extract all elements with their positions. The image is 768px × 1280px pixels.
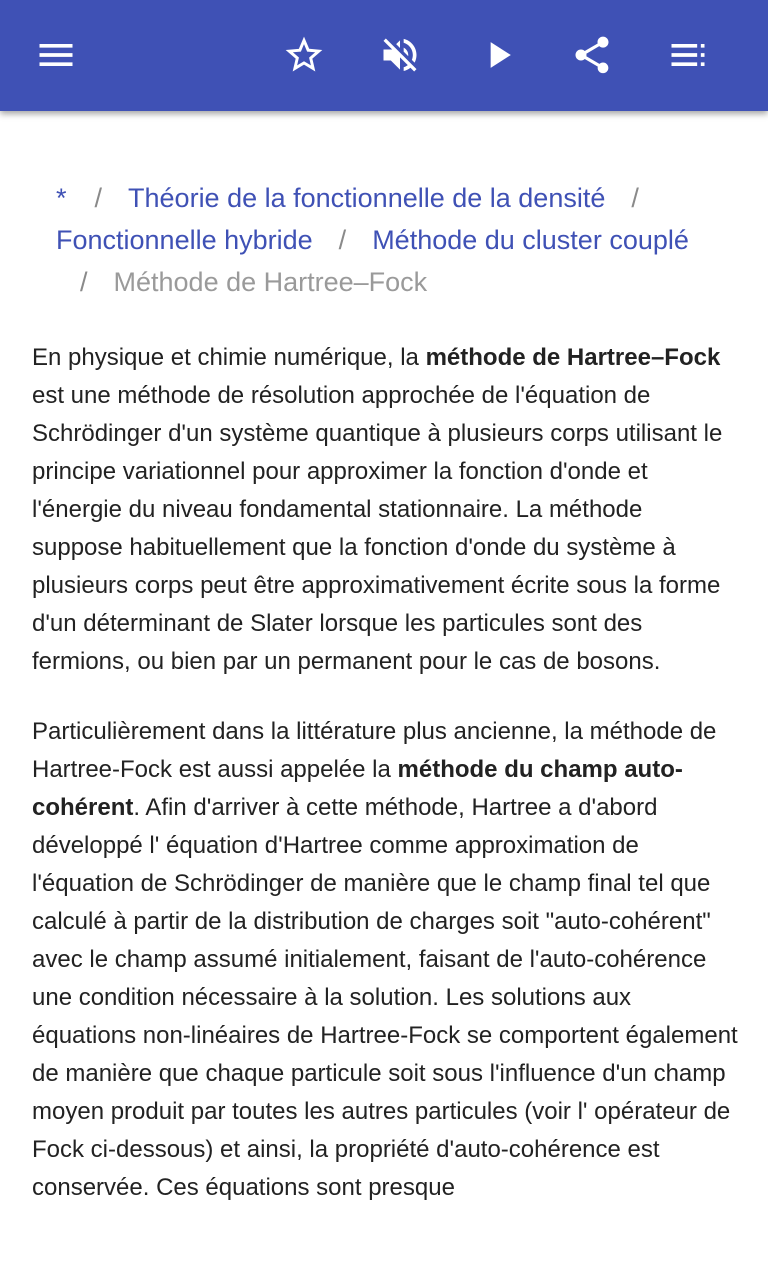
mute-button[interactable] <box>376 31 424 79</box>
star-icon <box>282 33 326 77</box>
list-icon <box>666 33 710 77</box>
play-button[interactable] <box>474 31 522 79</box>
bold-term: méthode du champ auto-cohérent <box>32 756 683 821</box>
breadcrumb-line-3 <box>32 261 736 303</box>
breadcrumb-item-dft[interactable]: Théorie de la fonctionnelle de la densité <box>128 183 606 213</box>
volume-off-icon <box>378 33 422 77</box>
breadcrumb-line-2 <box>32 219 736 261</box>
breadcrumb-separator: / <box>631 183 639 213</box>
text: est une méthode de résolution approchée de l'équation de Schrödinger d'un système quantique à plusieurs corps utilisant le principe variationnel pour approximer la fonction d'onde et l'énergie du niveau fondamental stationnaire. La méthode suppose habituellement que la fonction d'onde du système à plusieurs corps peut être approximativement écrite sous la forme d'un déterminant de Slater lorsque les particules sont des fermions, ou bien par un permanent pour le cas de bosons. <box>32 382 723 675</box>
breadcrumb-item-hybrid[interactable]: Fonctionnelle hybride <box>56 225 313 255</box>
contents-button[interactable] <box>664 31 712 79</box>
paragraph-history <box>32 713 738 1207</box>
bookmark-button[interactable] <box>280 31 328 79</box>
breadcrumb-item-coupled-cluster[interactable]: Méthode du cluster couplé <box>372 225 689 255</box>
menu-icon <box>34 33 78 77</box>
breadcrumb-line-1 <box>32 177 736 219</box>
article-body <box>32 339 738 1239</box>
share-icon <box>570 33 614 77</box>
text: . Afin d'arriver à cette méthode, Hartree a d'abord développé l' équation d'Hartree comme approximation de l'équation de Schrödinger de manière que le champ final tel que calculé à partir de la distribution de charges soit "auto-cohérent" avec le champ assumé initialement, faisant de l'auto-cohérence une condition nécessaire à la solution. Les solutions aux équations non-linéaires de Hartree-Fock se comportent également de manière que chaque particule soit sous l'influence d'un champ moyen produit par toutes les autres particules (voir l' opérateur de Fock ci-dessous) et ainsi, la propriété d'auto-cohérence est conservée. Ces équations sont presque <box>32 794 738 1201</box>
play-icon <box>476 33 520 77</box>
share-button[interactable] <box>568 31 616 79</box>
breadcrumb-separator: / <box>338 225 347 255</box>
text: Particulièrement dans la littérature plus ancienne, la méthode de Hartree-Fock est aussi appelée la <box>32 718 717 783</box>
text: En physique et chimie numérique, la <box>32 344 426 371</box>
menu-button[interactable] <box>32 31 80 79</box>
breadcrumb-separator: / <box>94 183 103 213</box>
breadcrumb <box>32 177 736 303</box>
app-toolbar <box>0 0 768 111</box>
bold-term: méthode de Hartree–Fock <box>425 344 721 371</box>
breadcrumb-separator: / <box>80 267 88 297</box>
paragraph-intro <box>32 339 738 681</box>
breadcrumb-item-root[interactable]: * <box>56 183 67 213</box>
breadcrumb-current: Méthode de Hartree–Fock <box>113 267 428 297</box>
